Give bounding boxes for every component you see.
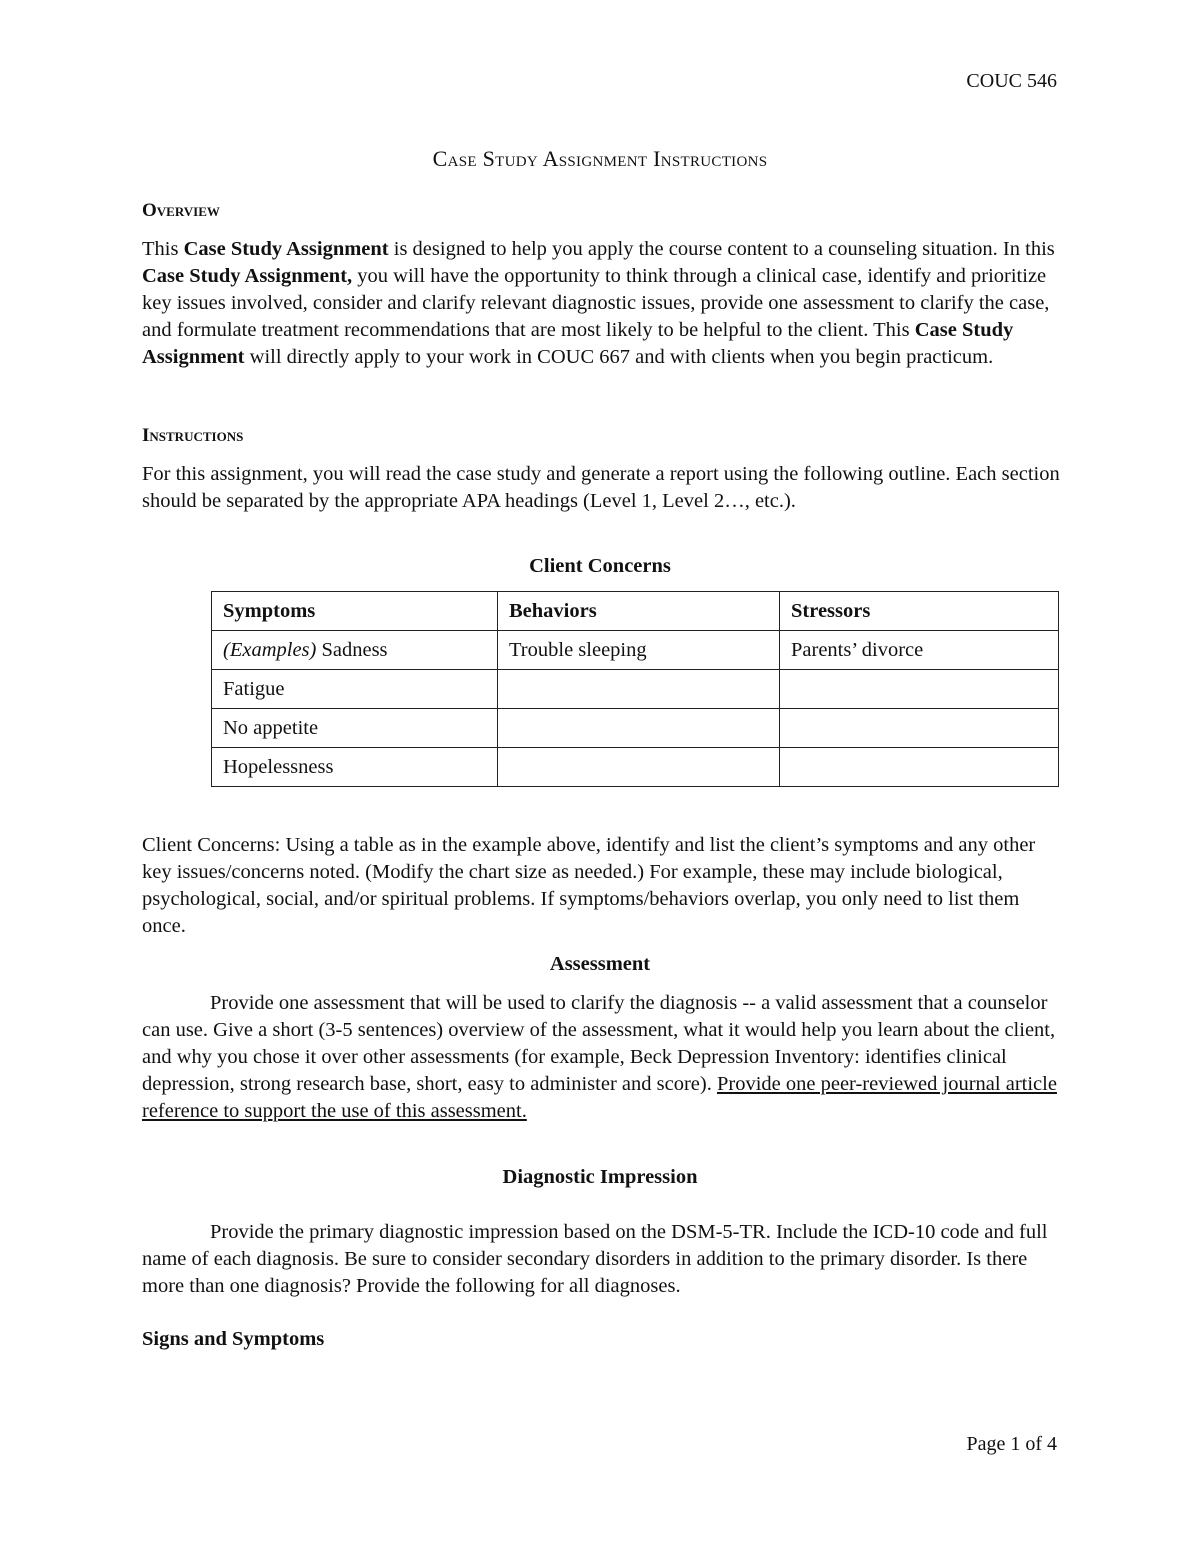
overview-heading: Overview xyxy=(142,200,220,221)
column-header: Stressors xyxy=(780,592,1059,631)
instructions-paragraph: For this assignment, you will read the case study and generate a report using the following outline. Each section should be separated by the appropriate APA headings (Level 1, Level 2…, etc.). xyxy=(142,463,1060,512)
table-row xyxy=(212,670,1059,709)
table-cell: Trouble sleeping xyxy=(498,631,780,670)
diagnostic-impression-heading: Diagnostic Impression xyxy=(502,1166,698,1188)
table-row xyxy=(212,709,1059,748)
table-row xyxy=(212,748,1059,787)
assessment-heading: Assessment xyxy=(549,953,651,975)
page-title: Case Study Assignment Instructions xyxy=(432,146,768,171)
table-cell: Hopelessness xyxy=(212,748,498,787)
course-code: COUC 546 xyxy=(966,70,1057,92)
signs-symptoms-heading: Signs and Symptoms xyxy=(142,1328,325,1350)
article-reference-requirement: Provide one peer-reviewed journal article reference to support the use of this assessment. xyxy=(142,1073,1057,1122)
page-number: Page 1 of 4 xyxy=(966,1433,1057,1455)
table-cell xyxy=(780,748,1059,787)
client-concerns-heading: Client Concerns xyxy=(529,555,671,577)
client-concerns-description: Client Concerns: Using a table as in the example above, identify and list the client’s symptoms and any other key issues/concerns noted. (Modify the chart size as needed.) For example, these may include biological, psychological, social, and/or spiritual problems. If symptoms/behaviors overlap, you only need to list them once. xyxy=(142,834,1036,937)
table-cell: (Examples) Sadness xyxy=(212,631,498,670)
table-header-row xyxy=(212,592,1059,631)
instructions-heading: Instructions xyxy=(142,425,244,446)
table-cell xyxy=(498,748,780,787)
table-row xyxy=(212,631,1059,670)
column-header: Symptoms xyxy=(212,592,498,631)
overview-paragraph: This Case Study Assignment is designed to help you apply the course content to a counseling situation. In this Case Study Assignment, you will have the opportunity to think through a clinical case, identify and prioritize key issues involved, consider and clarify relevant diagnostic issues, provide one assessment to clarify the case, and formulate treatment recommendations that are most likely to be helpful to the client. This Case Study Assignment will directly apply to your work in COUC 667 and with clients when you begin practicum. xyxy=(142,238,1055,368)
table-cell xyxy=(498,670,780,709)
table-cell: No appetite xyxy=(212,709,498,748)
assessment-paragraph: Provide one assessment that will be used to clarify the diagnosis -- a valid assessment that a counselor can use. Give a short (3-5 sentences) overview of the assessment, what it would help you learn about the client, and why you chose it over other assessments (for example, Beck Depression Inventory: identifies clinical depression, strong research base, short, easy to administer and score). Provide one peer-reviewed journal article reference to support the use of this assessment. xyxy=(142,992,1057,1122)
table-cell xyxy=(498,709,780,748)
table-cell: Parents’ divorce xyxy=(780,631,1059,670)
table-cell xyxy=(780,670,1059,709)
column-header: Behaviors xyxy=(498,592,780,631)
table-cell xyxy=(780,709,1059,748)
client-concerns-table xyxy=(211,591,1059,787)
table-cell: Fatigue xyxy=(212,670,498,709)
diagnostic-paragraph: Provide the primary diagnostic impression based on the DSM-5-TR. Include the ICD-10 code and full name of each diagnosis. Be sure to consider secondary disorders in addition to the primary disorder. Is there more than one diagnosis? Provide the following for all diagnoses. xyxy=(142,1221,1048,1297)
